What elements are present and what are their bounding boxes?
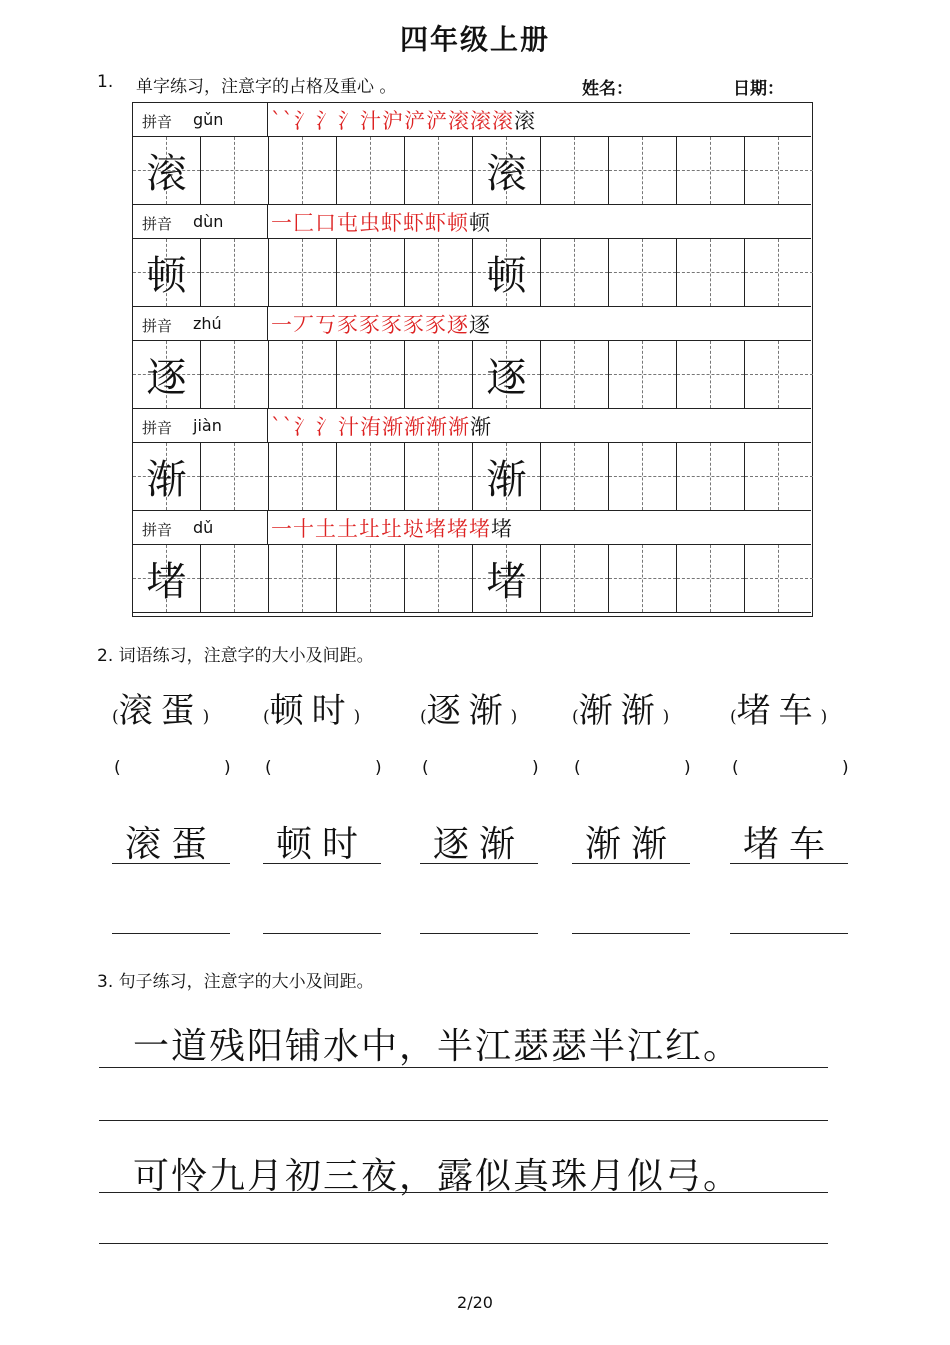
guide-line	[438, 341, 439, 408]
pinyin-text: zhú	[193, 314, 222, 333]
pinyin-text: jiàn	[193, 416, 222, 435]
guide-line	[302, 239, 303, 306]
guide-line	[438, 137, 439, 204]
blank-paren-close: )	[842, 758, 849, 778]
paren-open: (	[572, 707, 579, 727]
stroke-step: 汁	[360, 109, 382, 133]
paren-close: )	[202, 707, 210, 727]
guide-line	[710, 545, 711, 612]
stroke-order	[271, 411, 492, 441]
word-in-parentheses	[112, 683, 209, 732]
blank-paren-open: (	[732, 758, 739, 778]
stroke-step: 滚	[514, 109, 536, 133]
blank-paren-open: (	[574, 758, 581, 778]
guide-line	[234, 341, 235, 408]
stroke-step: 氵	[294, 109, 316, 133]
guide-line	[574, 137, 575, 204]
guide-line	[642, 137, 643, 204]
trace-word: 逐渐	[432, 824, 525, 865]
stroke-step: 虾	[425, 211, 447, 235]
guide-line	[370, 545, 371, 612]
stroke-step: 一	[271, 313, 293, 337]
guide-line	[234, 443, 235, 510]
tianzige-cell[interactable]	[337, 443, 405, 510]
pinyin-text: dǔ	[193, 518, 214, 537]
pinyin-label: 拼音	[142, 215, 173, 233]
stroke-step: 氵	[338, 109, 360, 133]
guide-line	[302, 341, 303, 408]
section-1-heading: 单字练习，注意字的占格及重心 。	[136, 77, 397, 97]
model-character: 堵	[146, 559, 187, 605]
word-in-parentheses	[730, 683, 827, 732]
character-row	[133, 443, 811, 511]
tianzige-cell[interactable]	[337, 545, 405, 612]
stroke-step: 堵	[469, 517, 491, 541]
stroke-step: 氵	[316, 415, 338, 439]
guide-line	[302, 443, 303, 510]
character-practice-grid	[132, 102, 813, 617]
tianzige-cell[interactable]	[405, 239, 473, 306]
stroke-step: 十	[293, 517, 315, 541]
tianzige-cell[interactable]	[133, 341, 201, 408]
guide-line	[642, 545, 643, 612]
tianzige-cell[interactable]	[405, 137, 473, 204]
word-text: 滚蛋	[118, 691, 203, 731]
tianzige-cell[interactable]	[405, 443, 473, 510]
stroke-step: 虫	[359, 211, 381, 235]
blank-paren-open: (	[422, 758, 429, 778]
tianzige-cell[interactable]	[201, 443, 269, 510]
guide-line	[370, 341, 371, 408]
blank-paren-close: )	[375, 758, 382, 778]
paren-close: )	[662, 707, 670, 727]
tianzige-cell[interactable]	[745, 137, 813, 204]
stroke-step: 豕	[403, 313, 425, 337]
stroke-step: 屯	[337, 211, 359, 235]
guide-line	[745, 272, 813, 273]
stroke-step: 豕	[359, 313, 381, 337]
word-text: 逐渐	[426, 691, 511, 731]
guide-line	[745, 578, 813, 579]
tianzige-cell[interactable]	[745, 239, 813, 306]
character-row	[133, 341, 811, 409]
tianzige-cell[interactable]	[473, 137, 541, 204]
guide-line	[710, 341, 711, 408]
paren-open: (	[263, 707, 270, 727]
stroke-step: 堵	[447, 517, 469, 541]
writing-line[interactable]	[112, 933, 230, 934]
model-character: 渐	[486, 457, 527, 503]
guide-line	[302, 137, 303, 204]
character-row	[133, 545, 811, 613]
guide-line	[574, 341, 575, 408]
stroke-step: 逐	[469, 313, 491, 337]
guide-line	[745, 374, 813, 375]
writing-line[interactable]	[572, 863, 690, 864]
pinyin-label: 拼音	[142, 113, 173, 131]
model-character: 顿	[486, 253, 527, 299]
word-text: 顿时	[269, 691, 354, 731]
stroke-step: 匚	[293, 211, 315, 235]
stroke-step: 圵	[359, 517, 381, 541]
stroke-step: 口	[315, 211, 337, 235]
guide-line	[234, 545, 235, 612]
stroke-step: 圵	[381, 517, 403, 541]
stroke-step: 堵	[491, 517, 513, 541]
writing-line[interactable]	[99, 1243, 828, 1244]
guide-line	[234, 239, 235, 306]
tianzige-cell[interactable]	[677, 341, 745, 408]
model-character: 顿	[146, 253, 187, 299]
name-label: 姓名：	[582, 79, 633, 99]
pinyin-row	[133, 409, 811, 443]
tianzige-cell[interactable]	[405, 341, 473, 408]
stroke-order	[271, 207, 491, 237]
guide-line	[370, 443, 371, 510]
writing-line[interactable]	[99, 1192, 828, 1193]
stroke-step: 逐	[447, 313, 469, 337]
paren-open: (	[420, 707, 427, 727]
paren-close: )	[353, 707, 361, 727]
divider	[267, 205, 268, 238]
paren-open: (	[730, 707, 737, 727]
word-in-parentheses	[263, 683, 360, 732]
stroke-step: 豕	[337, 313, 359, 337]
page-title: 四年级上册	[399, 23, 550, 56]
guide-line	[710, 137, 711, 204]
stroke-step: 豕	[425, 313, 447, 337]
blank-paren-open: (	[265, 758, 272, 778]
tianzige-cell[interactable]	[541, 545, 609, 612]
divider	[267, 409, 268, 442]
guide-line	[745, 476, 813, 477]
stroke-step: 顿	[447, 211, 469, 235]
section-3-heading: 3. 句子练习，注意字的大小及间距。	[97, 972, 374, 992]
guide-line	[438, 239, 439, 306]
stroke-step: 洧	[360, 415, 382, 439]
guide-line	[710, 239, 711, 306]
tianzige-cell[interactable]	[337, 137, 405, 204]
guide-line	[438, 545, 439, 612]
stroke-step: 汁	[338, 415, 360, 439]
tianzige-cell[interactable]	[133, 239, 201, 306]
tianzige-cell[interactable]	[201, 341, 269, 408]
stroke-step: `	[271, 109, 283, 133]
tianzige-cell[interactable]	[201, 137, 269, 204]
tianzige-cell[interactable]	[609, 443, 677, 510]
stroke-step: 渐	[404, 415, 426, 439]
tianzige-cell[interactable]	[677, 137, 745, 204]
model-character: 滚	[486, 151, 527, 197]
word-in-parentheses	[420, 683, 517, 732]
trace-word: 顿时	[275, 824, 368, 865]
page-number: 2/20	[457, 1293, 493, 1312]
guide-line	[370, 239, 371, 306]
tianzige-cell[interactable]	[745, 443, 813, 510]
tianzige-cell[interactable]	[269, 137, 337, 204]
guide-line	[574, 443, 575, 510]
stroke-step: 垯	[403, 517, 425, 541]
stroke-order	[271, 513, 513, 543]
stroke-step: 渐	[426, 415, 448, 439]
stroke-order	[271, 105, 536, 135]
guide-line	[574, 239, 575, 306]
stroke-step: 一	[271, 517, 293, 541]
stroke-step: `	[282, 415, 294, 439]
stroke-step: `	[282, 109, 294, 133]
tianzige-cell[interactable]	[541, 239, 609, 306]
tianzige-cell[interactable]	[269, 443, 337, 510]
stroke-step: 豕	[381, 313, 403, 337]
stroke-step: `	[271, 415, 283, 439]
tianzige-cell[interactable]	[269, 545, 337, 612]
stroke-step: 丂	[315, 313, 337, 337]
writing-line[interactable]	[99, 1067, 828, 1068]
pinyin-row	[133, 307, 811, 341]
pinyin-label: 拼音	[142, 419, 173, 437]
stroke-step: 土	[337, 517, 359, 541]
stroke-step: 顿	[469, 211, 491, 235]
tianzige-cell[interactable]	[609, 239, 677, 306]
stroke-step: 土	[315, 517, 337, 541]
stroke-step: 氵	[316, 109, 338, 133]
writing-line[interactable]	[730, 863, 848, 864]
guide-line	[778, 443, 779, 510]
divider	[267, 103, 268, 136]
tianzige-cell[interactable]	[745, 341, 813, 408]
model-character: 逐	[486, 355, 527, 401]
writing-line[interactable]	[112, 863, 230, 864]
tianzige-cell[interactable]	[541, 443, 609, 510]
word-in-parentheses	[572, 683, 669, 732]
tianzige-cell[interactable]	[133, 443, 201, 510]
tianzige-cell[interactable]	[541, 341, 609, 408]
stroke-order	[271, 309, 491, 339]
model-character: 渐	[146, 457, 187, 503]
guide-line	[438, 443, 439, 510]
word-text: 堵车	[736, 691, 821, 731]
blank-paren-close: )	[684, 758, 691, 778]
stroke-step: 渐	[470, 415, 492, 439]
character-row	[133, 239, 811, 307]
guide-line	[745, 170, 813, 171]
tianzige-cell[interactable]	[677, 545, 745, 612]
guide-line	[710, 443, 711, 510]
trace-sentence: 一道残阳铺水中，半江瑟瑟半江红。	[133, 1026, 742, 1067]
tianzige-cell[interactable]	[201, 239, 269, 306]
paren-open: (	[112, 707, 119, 727]
paren-close: )	[820, 707, 828, 727]
tianzige-cell[interactable]	[473, 545, 541, 612]
tianzige-cell[interactable]	[473, 239, 541, 306]
model-character: 堵	[486, 559, 527, 605]
stroke-step: 丆	[293, 313, 315, 337]
pinyin-text: gǔn	[193, 110, 224, 129]
guide-line	[778, 341, 779, 408]
stroke-step: 滚	[492, 109, 514, 133]
tianzige-cell[interactable]	[541, 137, 609, 204]
guide-line	[302, 545, 303, 612]
paren-close: )	[510, 707, 518, 727]
pinyin-label: 拼音	[142, 521, 173, 539]
stroke-step: 堵	[425, 517, 447, 541]
tianzige-cell[interactable]	[133, 137, 201, 204]
writing-line[interactable]	[420, 933, 538, 934]
model-character: 滚	[146, 151, 187, 197]
stroke-step: 氵	[294, 415, 316, 439]
date-label: 日期：	[733, 79, 784, 99]
tianzige-cell[interactable]	[677, 239, 745, 306]
writing-line[interactable]	[99, 1120, 828, 1121]
trace-sentence: 可怜九月初三夜，露似真珠月似弓。	[133, 1156, 742, 1197]
section-2-heading: 2. 词语练习，注意字的大小及间距。	[97, 646, 374, 666]
stroke-step: 虾	[381, 211, 403, 235]
writing-line[interactable]	[730, 933, 848, 934]
stroke-step: 沪	[382, 109, 404, 133]
trace-word: 滚蛋	[124, 824, 217, 865]
tianzige-cell[interactable]	[473, 341, 541, 408]
tianzige-cell[interactable]	[677, 443, 745, 510]
tianzige-cell[interactable]	[609, 137, 677, 204]
guide-line	[778, 137, 779, 204]
pinyin-row	[133, 103, 811, 137]
stroke-step: 浐	[426, 109, 448, 133]
writing-line[interactable]	[420, 863, 538, 864]
blank-paren-close: )	[224, 758, 231, 778]
tianzige-cell[interactable]	[269, 341, 337, 408]
tianzige-cell[interactable]	[405, 545, 473, 612]
divider	[267, 511, 268, 544]
guide-line	[642, 341, 643, 408]
stroke-step: 滚	[448, 109, 470, 133]
blank-paren-open: (	[114, 758, 121, 778]
pinyin-row	[133, 205, 811, 239]
guide-line	[778, 239, 779, 306]
tianzige-cell[interactable]	[473, 443, 541, 510]
guide-line	[370, 137, 371, 204]
tianzige-cell[interactable]	[337, 239, 405, 306]
tianzige-cell[interactable]	[745, 545, 813, 612]
stroke-step: 滚	[470, 109, 492, 133]
tianzige-cell[interactable]	[609, 341, 677, 408]
stroke-step: 渐	[382, 415, 404, 439]
trace-word: 堵车	[742, 824, 835, 865]
guide-line	[642, 443, 643, 510]
pinyin-row	[133, 511, 811, 545]
guide-line	[642, 239, 643, 306]
stroke-step: 浐	[404, 109, 426, 133]
tianzige-cell[interactable]	[201, 545, 269, 612]
tianzige-cell[interactable]	[133, 545, 201, 612]
character-row	[133, 137, 811, 205]
word-text: 渐渐	[578, 691, 663, 731]
guide-line	[234, 137, 235, 204]
writing-line[interactable]	[263, 933, 381, 934]
trace-word: 渐渐	[584, 824, 677, 865]
stroke-step: 渐	[448, 415, 470, 439]
guide-line	[574, 545, 575, 612]
pinyin-text: dùn	[193, 212, 224, 231]
tianzige-cell[interactable]	[337, 341, 405, 408]
writing-line[interactable]	[263, 863, 381, 864]
tianzige-cell[interactable]	[269, 239, 337, 306]
stroke-step: 一	[271, 211, 293, 235]
divider	[267, 307, 268, 340]
guide-line	[778, 545, 779, 612]
tianzige-cell[interactable]	[609, 545, 677, 612]
writing-line[interactable]	[572, 933, 690, 934]
section-1-number: 1.	[97, 72, 114, 92]
model-character: 逐	[146, 355, 187, 401]
pinyin-label: 拼音	[142, 317, 173, 335]
stroke-step: 虾	[403, 211, 425, 235]
blank-paren-close: )	[532, 758, 539, 778]
